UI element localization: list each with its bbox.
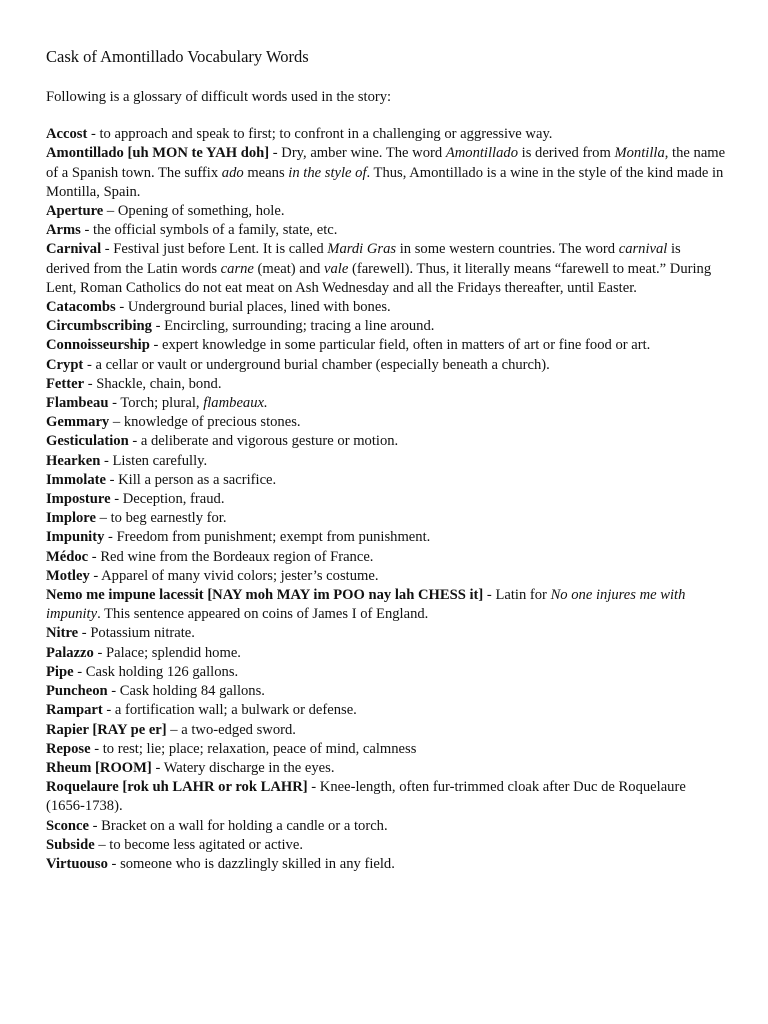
glossary-definition: . This sentence appeared on coins of James I of England. bbox=[97, 606, 429, 623]
glossary-entry bbox=[46, 375, 726, 394]
glossary-definition: - Bracket on a wall for holding a candle or a torch. bbox=[88, 817, 388, 834]
glossary-entry bbox=[46, 413, 726, 432]
glossary-definition: – to beg earnestly for. bbox=[96, 510, 227, 527]
glossary-definition: (farewell). Thus, it literally means “farewell to meat.” During Lent, Roman Catholics do not eat meat on Ash Wednesday and all the Fridays thereafter, until Easter. bbox=[46, 260, 712, 296]
glossary-definition: - Kill a person as a sacrifice. bbox=[105, 471, 277, 488]
glossary-term: Subside bbox=[46, 836, 95, 853]
glossary-definition: - Listen carefully. bbox=[100, 452, 208, 469]
glossary-entry bbox=[46, 567, 726, 586]
glossary-entry bbox=[46, 855, 726, 874]
glossary-definition-italic: No one injures me with impunity bbox=[46, 587, 686, 623]
glossary-entry bbox=[46, 624, 726, 643]
glossary-definition-italic: Amontillado bbox=[445, 145, 518, 162]
glossary-entry bbox=[46, 125, 726, 144]
glossary-definition: in some western countries. The word bbox=[396, 241, 619, 258]
glossary-term: Gemmary bbox=[46, 414, 110, 431]
glossary-entry bbox=[46, 356, 726, 375]
glossary-entry bbox=[46, 644, 726, 663]
glossary-term: Rheum [ROOM] bbox=[46, 759, 152, 776]
glossary-definition: - Festival just before Lent. It is called bbox=[101, 241, 328, 258]
glossary-definition: - Freedom from punishment; exempt from punishment. bbox=[104, 529, 431, 546]
glossary-definition: - to approach and speak to first; to confront in a challenging or aggressive way. bbox=[87, 126, 553, 143]
glossary-term: Médoc bbox=[46, 548, 89, 565]
glossary-definition-italic: in the style of bbox=[288, 164, 367, 181]
glossary-definition: – to become less agitated or active. bbox=[94, 836, 303, 853]
glossary-term: Palazzo bbox=[46, 644, 94, 661]
glossary-entry bbox=[46, 721, 726, 740]
glossary-definition: – a two-edged sword. bbox=[166, 721, 296, 738]
glossary-definition: - Shackle, chain, bond. bbox=[84, 375, 222, 392]
glossary-definition: - Dry, amber wine. The word bbox=[269, 145, 446, 162]
glossary-term: Imposture bbox=[46, 491, 111, 508]
glossary-definition: - a cellar or vault or underground burial chamber (especially beneath a church). bbox=[83, 356, 550, 373]
glossary-definition: - Latin for bbox=[483, 587, 551, 604]
document-page bbox=[46, 46, 726, 874]
glossary-entry bbox=[46, 144, 726, 202]
glossary-entry bbox=[46, 701, 726, 720]
glossary-entry bbox=[46, 528, 726, 547]
glossary-definition-italic: carne bbox=[220, 260, 254, 277]
glossary-definition: - Knee-length, often fur-trimmed cloak after Duc de Roquelaure (1656-1738). bbox=[46, 779, 686, 815]
glossary-entry bbox=[46, 452, 726, 471]
glossary-definition: - Watery discharge in the eyes. bbox=[151, 759, 335, 776]
glossary-definition-italic: flambeaux. bbox=[203, 395, 268, 412]
glossary-definition: – knowledge of precious stones. bbox=[109, 414, 301, 431]
glossary-term: Carnival bbox=[46, 241, 102, 258]
glossary-term: Roquelaure [rok uh LAHR or rok LAHR] bbox=[46, 779, 308, 796]
intro-text: Following is a glossary of difficult words used in the story: bbox=[46, 89, 392, 105]
glossary-definition: - Cask holding 126 gallons. bbox=[73, 663, 239, 680]
glossary-definition: - Red wine from the Bordeaux region of France. bbox=[88, 548, 374, 565]
glossary-term: Virtuouso bbox=[46, 855, 108, 872]
glossary-definition: - to rest; lie; place; relaxation, peace of mind, calmness bbox=[90, 740, 417, 757]
glossary-term: Pipe bbox=[46, 663, 74, 680]
glossary-term: Rampart bbox=[46, 702, 103, 719]
glossary-definition: - Cask holding 84 gallons. bbox=[107, 683, 265, 700]
glossary-entry bbox=[46, 202, 726, 221]
glossary-term: Amontillado [uh MON te YAH doh] bbox=[46, 145, 270, 162]
glossary-entry bbox=[46, 740, 726, 759]
glossary-entry bbox=[46, 317, 726, 336]
glossary-definition: - Palace; splendid home. bbox=[93, 644, 241, 661]
glossary-entry bbox=[46, 548, 726, 567]
glossary-entry bbox=[46, 471, 726, 490]
glossary-entry bbox=[46, 221, 726, 240]
glossary-definition-italic: carnival bbox=[618, 241, 668, 258]
glossary-definition: - Apparel of many vivid colors; jester’s costume. bbox=[89, 567, 379, 584]
glossary-entry bbox=[46, 336, 726, 355]
glossary-term: Catacombs bbox=[46, 299, 116, 316]
glossary-term: Immolate bbox=[46, 471, 106, 488]
glossary-definition-italic: Mardi Gras bbox=[327, 241, 397, 258]
glossary-definition: - Potassium nitrate. bbox=[78, 625, 195, 642]
glossary-definition: - someone who is dazzlingly skilled in any field. bbox=[107, 855, 395, 872]
glossary-term: Motley bbox=[46, 567, 90, 584]
glossary-definition: - Encircling, surrounding; tracing a line around. bbox=[151, 318, 435, 335]
glossary-entry bbox=[46, 509, 726, 528]
glossary-term: Connoisseurship bbox=[46, 337, 150, 354]
glossary-term: Puncheon bbox=[46, 683, 108, 700]
glossary-term: Gesticulation bbox=[46, 433, 129, 450]
glossary-entry bbox=[46, 298, 726, 317]
glossary-term: Fetter bbox=[46, 375, 85, 392]
glossary-definition: - a fortification wall; a bulwark or defense. bbox=[102, 702, 357, 719]
glossary-entry bbox=[46, 778, 726, 816]
glossary-definition: is derived from the Latin words bbox=[46, 241, 681, 277]
glossary-definition-italic: ado bbox=[221, 164, 244, 181]
glossary-definition: , the name of a Spanish town. The suffix bbox=[46, 145, 726, 181]
glossary-entry bbox=[46, 394, 726, 413]
document-title: Cask of Amontillado Vocabulary Words bbox=[46, 47, 309, 66]
glossary-entry bbox=[46, 759, 726, 778]
glossary-term: Crypt bbox=[46, 356, 84, 373]
glossary-term: Aperture bbox=[46, 203, 104, 220]
glossary-entry bbox=[46, 682, 726, 701]
glossary-entry bbox=[46, 432, 726, 451]
glossary-term: Impunity bbox=[46, 529, 105, 546]
glossary-entry bbox=[46, 836, 726, 855]
glossary-entry bbox=[46, 240, 726, 298]
glossary-definition: – Opening of something, hole. bbox=[103, 203, 285, 220]
glossary-term: Flambeau bbox=[46, 395, 109, 412]
glossary-entry bbox=[46, 663, 726, 682]
glossary-term: Rapier [RAY pe er] bbox=[46, 721, 167, 738]
glossary-definition-italic: vale bbox=[324, 260, 349, 277]
glossary-term: Nemo me impune lacessit [NAY moh MAY im POO nay lah CHESS it] bbox=[46, 587, 484, 604]
glossary-term: Implore bbox=[46, 510, 96, 527]
glossary-entry bbox=[46, 490, 726, 509]
glossary-term: Nitre bbox=[46, 625, 79, 642]
glossary-definition: . Thus, Amontillado is a wine in the style of the kind made in Montilla, Spain. bbox=[46, 164, 724, 200]
glossary-definition: - Underground burial places, lined with bones. bbox=[115, 299, 391, 316]
glossary-definition: is derived from bbox=[518, 145, 615, 162]
glossary-list bbox=[46, 125, 726, 874]
glossary-term: Circumbscribing bbox=[46, 318, 152, 335]
glossary-definition: - Torch; plural, bbox=[108, 395, 204, 412]
glossary-definition: - expert knowledge in some particular field, often in matters of art or fine food or art. bbox=[149, 337, 651, 354]
glossary-entry bbox=[46, 586, 726, 624]
glossary-definition: - the official symbols of a family, state, etc. bbox=[80, 222, 338, 239]
glossary-definition: - Deception, fraud. bbox=[110, 491, 225, 508]
glossary-term: Accost bbox=[46, 126, 88, 143]
glossary-term: Arms bbox=[46, 222, 81, 239]
glossary-definition: - a deliberate and vigorous gesture or motion. bbox=[128, 433, 399, 450]
glossary-term: Hearken bbox=[46, 452, 101, 469]
glossary-term: Sconce bbox=[46, 817, 89, 834]
glossary-definition: means bbox=[243, 164, 289, 181]
glossary-entry bbox=[46, 817, 726, 836]
glossary-definition-italic: Montilla bbox=[614, 145, 665, 162]
glossary-term: Repose bbox=[46, 740, 91, 757]
glossary-definition: (meat) and bbox=[253, 260, 325, 277]
